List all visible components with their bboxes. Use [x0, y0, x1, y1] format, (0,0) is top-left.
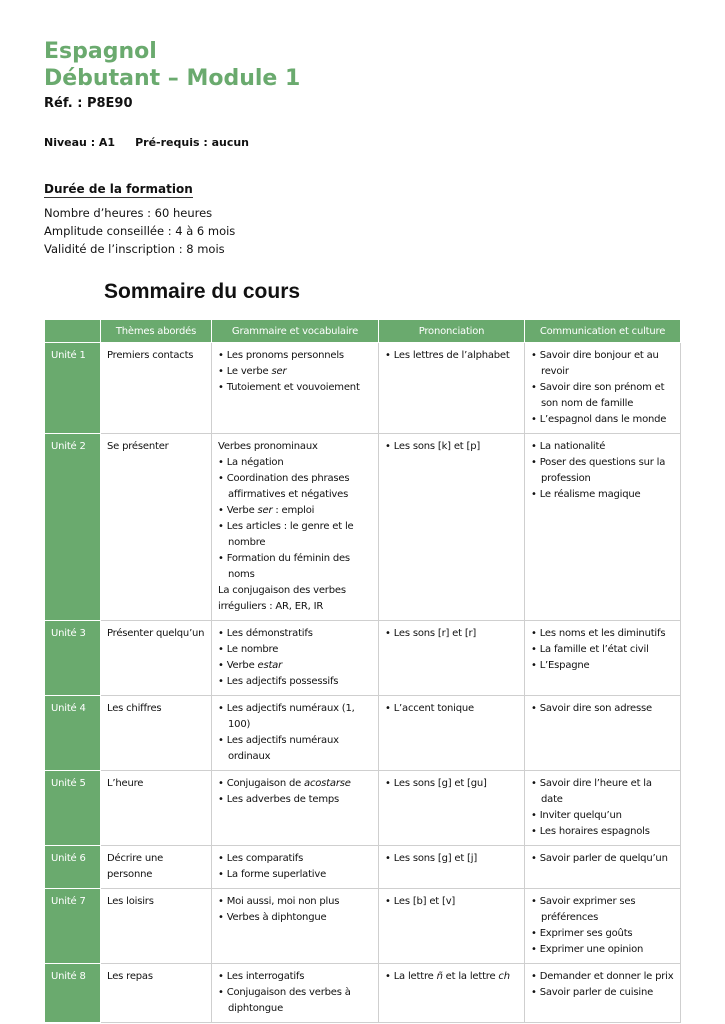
- communication-cell: [525, 771, 681, 846]
- prononciation-cell: [379, 621, 525, 696]
- grammaire-item: • Les adjectifs possessifs: [218, 674, 373, 690]
- grammaire-item: • Les pronoms personnels: [218, 348, 373, 364]
- grammaire-cell: [212, 771, 379, 846]
- grammaire-item: • La négation: [218, 455, 373, 471]
- prononciation-cell: [379, 771, 525, 846]
- grammaire-item: • Conjugaison de acostarse: [218, 776, 373, 792]
- communication-cell: [525, 343, 681, 434]
- sommaire-title: Sommaire du cours: [104, 280, 301, 303]
- duree-line: Validité de l’inscription : 8 mois: [44, 242, 225, 256]
- grammaire-cell: [212, 964, 379, 1023]
- unit-label: Unité 4: [45, 696, 101, 771]
- grammaire-cell: [212, 696, 379, 771]
- grammaire-item: • Les adverbes de temps: [218, 792, 373, 808]
- table-row: [45, 621, 681, 696]
- prononciation-cell: [379, 964, 525, 1023]
- communication-item: • Exprimer ses goûts: [531, 926, 675, 942]
- duree-details: [44, 204, 235, 258]
- grammaire-item: • Les adjectifs numéraux ordinaux: [218, 733, 373, 765]
- communication-item: • Demander et donner le prix: [531, 969, 675, 985]
- grammaire-item: • Formation du féminin des noms: [218, 551, 373, 583]
- grammaire-item: • Verbe ser : emploi: [218, 503, 373, 519]
- grammaire-item: • Coordination des phrases affirmatives et négatives: [218, 471, 373, 503]
- theme-cell: Les chiffres: [101, 696, 212, 771]
- prononciation-cell: [379, 696, 525, 771]
- theme-cell: Les loisirs: [101, 889, 212, 964]
- col-header-unit: [45, 320, 101, 343]
- communication-item: • Le réalisme magique: [531, 487, 675, 503]
- course-table: [44, 319, 681, 1023]
- prononciation-item: • La lettre ñ et la lettre ch: [385, 969, 519, 985]
- unit-label: Unité 8: [45, 964, 101, 1023]
- grammaire-item: • Les interrogatifs: [218, 969, 373, 985]
- table-row: [45, 343, 681, 434]
- grammaire-item: • Verbes à diphtongue: [218, 910, 373, 926]
- unit-label: Unité 2: [45, 434, 101, 621]
- communication-item: • Savoir dire son adresse: [531, 701, 675, 717]
- grammaire-item: • La forme superlative: [218, 867, 373, 883]
- grammaire-cell: [212, 621, 379, 696]
- theme-cell: L’heure: [101, 771, 212, 846]
- grammaire-item: • Le nombre: [218, 642, 373, 658]
- grammaire-cell: [212, 889, 379, 964]
- communication-item: • Savoir parler de quelqu’un: [531, 851, 675, 867]
- unit-label: Unité 3: [45, 621, 101, 696]
- grammaire-item: La conjugaison des verbes irréguliers : AR, ER, IR: [218, 585, 346, 612]
- course-title: [44, 38, 300, 92]
- prononciation-item: • Les sons [g] et [gu]: [385, 776, 519, 792]
- communication-item: • Savoir dire bonjour et au revoir: [531, 348, 675, 380]
- unit-label: Unité 7: [45, 889, 101, 964]
- grammaire-item: • Les articles : le genre et le nombre: [218, 519, 373, 551]
- table-header-row: [45, 320, 681, 343]
- duree-line: Nombre d’heures : 60 heures: [44, 206, 213, 220]
- communication-item: • Exprimer une opinion: [531, 942, 675, 958]
- table-row: [45, 889, 681, 964]
- prononciation-cell: [379, 343, 525, 434]
- communication-item: • Inviter quelqu’un: [531, 808, 675, 824]
- communication-item: • Savoir dire l’heure et la date: [531, 776, 675, 808]
- grammaire-item: • Tutoiement et vouvoiement: [218, 380, 373, 396]
- theme-cell: Les repas: [101, 964, 212, 1023]
- communication-item: • La famille et l’état civil: [531, 642, 675, 658]
- theme-cell: Premiers contacts: [101, 343, 212, 434]
- theme-cell: Décrire une personne: [101, 846, 212, 889]
- table-row: [45, 846, 681, 889]
- prononciation-cell: [379, 846, 525, 889]
- theme-cell: Présenter quelqu’un: [101, 621, 212, 696]
- duree-line: Amplitude conseillée : 4 à 6 mois: [44, 224, 236, 238]
- grammaire-item: • Conjugaison des verbes à diphtongue: [218, 985, 373, 1017]
- col-header-prononciation: Prononciation: [379, 320, 525, 343]
- prononciation-cell: [379, 434, 525, 621]
- prerequis: Pré-requis : aucun: [135, 136, 250, 149]
- duree-heading: Durée de la formation: [44, 182, 193, 196]
- grammaire-item: Verbes pronominaux: [218, 441, 318, 452]
- theme-cell: Se présenter: [101, 434, 212, 621]
- grammaire-cell: [212, 434, 379, 621]
- communication-cell: [525, 964, 681, 1023]
- level-line: [44, 136, 249, 149]
- col-header-grammaire: Grammaire et vocabulaire: [212, 320, 379, 343]
- title-line-2: Débutant – Module 1: [44, 66, 301, 91]
- communication-item: • Les horaires espagnols: [531, 824, 675, 840]
- grammaire-item: • Le verbe ser: [218, 364, 373, 380]
- communication-item: • Les noms et les diminutifs: [531, 626, 675, 642]
- unit-label: Unité 5: [45, 771, 101, 846]
- prononciation-item: • Les sons [g] et [j]: [385, 851, 519, 867]
- communication-cell: [525, 434, 681, 621]
- communication-item: • L’Espagne: [531, 658, 675, 674]
- prononciation-item: • L’accent tonique: [385, 701, 519, 717]
- grammaire-item: • Verbe estar: [218, 658, 373, 674]
- unit-label: Unité 1: [45, 343, 101, 434]
- grammaire-cell: [212, 343, 379, 434]
- communication-cell: [525, 621, 681, 696]
- prononciation-item: • Les sons [k] et [p]: [385, 439, 519, 455]
- communication-item: • Savoir exprimer ses préférences: [531, 894, 675, 926]
- unit-label: Unité 6: [45, 846, 101, 889]
- communication-cell: [525, 889, 681, 964]
- grammaire-item: • Les comparatifs: [218, 851, 373, 867]
- grammaire-cell: [212, 846, 379, 889]
- communication-item: • Poser des questions sur la profession: [531, 455, 675, 487]
- communication-item: • Savoir dire son prénom et son nom de famille: [531, 380, 675, 412]
- communication-item: • Savoir parler de cuisine: [531, 985, 675, 1001]
- grammaire-item: • Les démonstratifs: [218, 626, 373, 642]
- title-line-1: Espagnol: [44, 39, 157, 64]
- table-row: [45, 696, 681, 771]
- communication-item: • L’espagnol dans le monde: [531, 412, 675, 428]
- grammaire-item: • Les adjectifs numéraux (1, 100): [218, 701, 373, 733]
- col-header-themes: Thèmes abordés: [101, 320, 212, 343]
- reference: Réf. : P8E90: [44, 96, 133, 111]
- communication-item: • La nationalité: [531, 439, 675, 455]
- communication-cell: [525, 696, 681, 771]
- col-header-communication: Communication et culture: [525, 320, 681, 343]
- communication-cell: [525, 846, 681, 889]
- prononciation-cell: [379, 889, 525, 964]
- table-row: [45, 434, 681, 621]
- prononciation-item: • Les sons [r] et [r]: [385, 626, 519, 642]
- prononciation-item: • Les lettres de l’alphabet: [385, 348, 519, 364]
- table-row: [45, 964, 681, 1023]
- prononciation-item: • Les [b] et [v]: [385, 894, 519, 910]
- table-row: [45, 771, 681, 846]
- niveau: Niveau : A1: [44, 136, 116, 149]
- grammaire-item: • Moi aussi, moi non plus: [218, 894, 373, 910]
